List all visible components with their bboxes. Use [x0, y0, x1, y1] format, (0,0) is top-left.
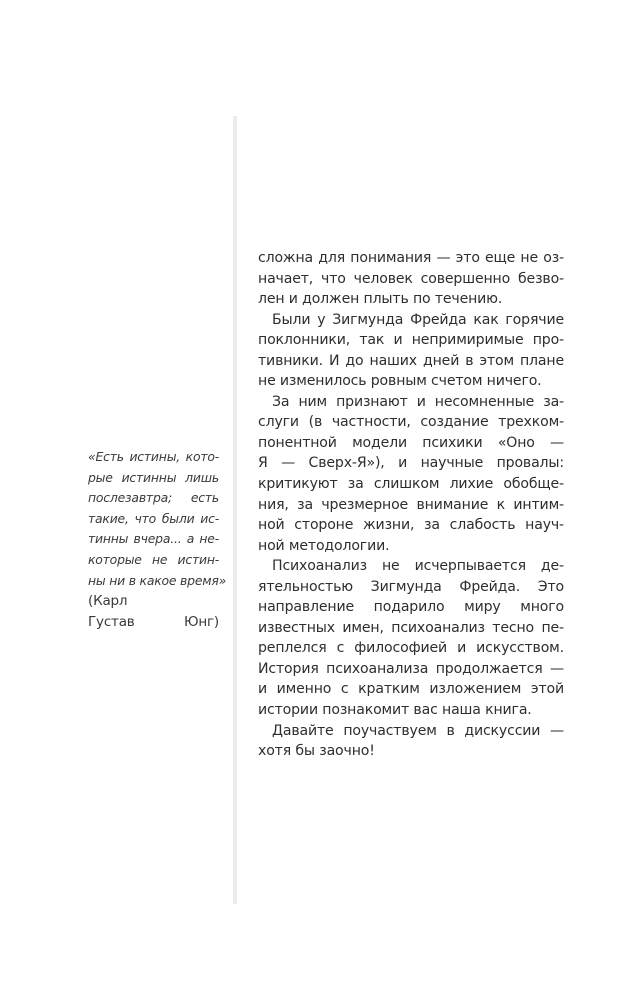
vertical-divider — [233, 116, 237, 904]
text-line: реплелся с философией и искусством. — [258, 640, 564, 657]
text-line: тивники. И до наших дней в этом плане — [258, 352, 564, 369]
text-line: критикуют за слишком лихие обобще- — [258, 476, 564, 493]
quote-line: такие, что были ис- — [88, 510, 219, 526]
quote-line: тинны вчера... а не- — [88, 531, 219, 547]
quote-line: послезавтра; есть — [88, 490, 219, 506]
text-line: За ним признают и несомненные за- — [272, 393, 564, 410]
quote-line: рые истинны лишь — [88, 469, 219, 485]
attribution-line: Густав Юнг) — [88, 613, 219, 630]
quote-line: «Есть истины, кото- — [88, 449, 219, 464]
text-line: лен и должен плыть по течению. — [258, 291, 503, 308]
epigraph-quote — [88, 447, 227, 632]
text-line: ятельностью Зигмунда Фрейда. Это — [258, 578, 564, 595]
text-line: истории познакомит вас наша книга. — [258, 702, 532, 719]
quote-attribution — [88, 591, 219, 632]
text-line: ния, за чрезмерное внимание к интим- — [258, 496, 564, 513]
text-line: Психоанализ не исчерпывается де- — [272, 558, 564, 575]
text-line: История психоанализа продолжается — — [258, 660, 564, 677]
text-line: и именно с кратким изложением этой — [258, 681, 564, 698]
text-line: ной стороне жизни, за слабость науч- — [258, 517, 564, 534]
text-line: направление подарило миру много — [258, 599, 564, 616]
quote-line: ны ни в какое время» — [88, 572, 227, 588]
body-text — [258, 248, 564, 762]
attribution-line: (Карл — [88, 593, 128, 610]
text-line: ной методологии. — [258, 537, 390, 554]
text-line: Были у Зигмунда Фрейда как горячие — [272, 311, 564, 328]
text-line: известных имен, психоанализ тесно пе- — [258, 619, 564, 636]
text-line: не изменилось ровным счетом ничего. — [258, 373, 542, 390]
quote-line: которые не истин- — [88, 551, 219, 567]
text-line: начает, что человек совершенно безво- — [258, 270, 564, 287]
text-line: сложна для понимания — это еще не оз- — [258, 250, 564, 266]
text-line: поклонники, так и непримиримые про- — [258, 332, 564, 349]
text-line: слуги (в частности, создание трехком- — [258, 414, 564, 431]
text-line: Я — Сверх-Я»), и научные провалы: — [258, 455, 564, 472]
text-line: Давайте поучаствуем в дискуссии — — [272, 722, 564, 739]
text-line: понентной модели психики «Оно — — [258, 434, 564, 451]
text-line: хотя бы заочно! — [258, 743, 375, 760]
